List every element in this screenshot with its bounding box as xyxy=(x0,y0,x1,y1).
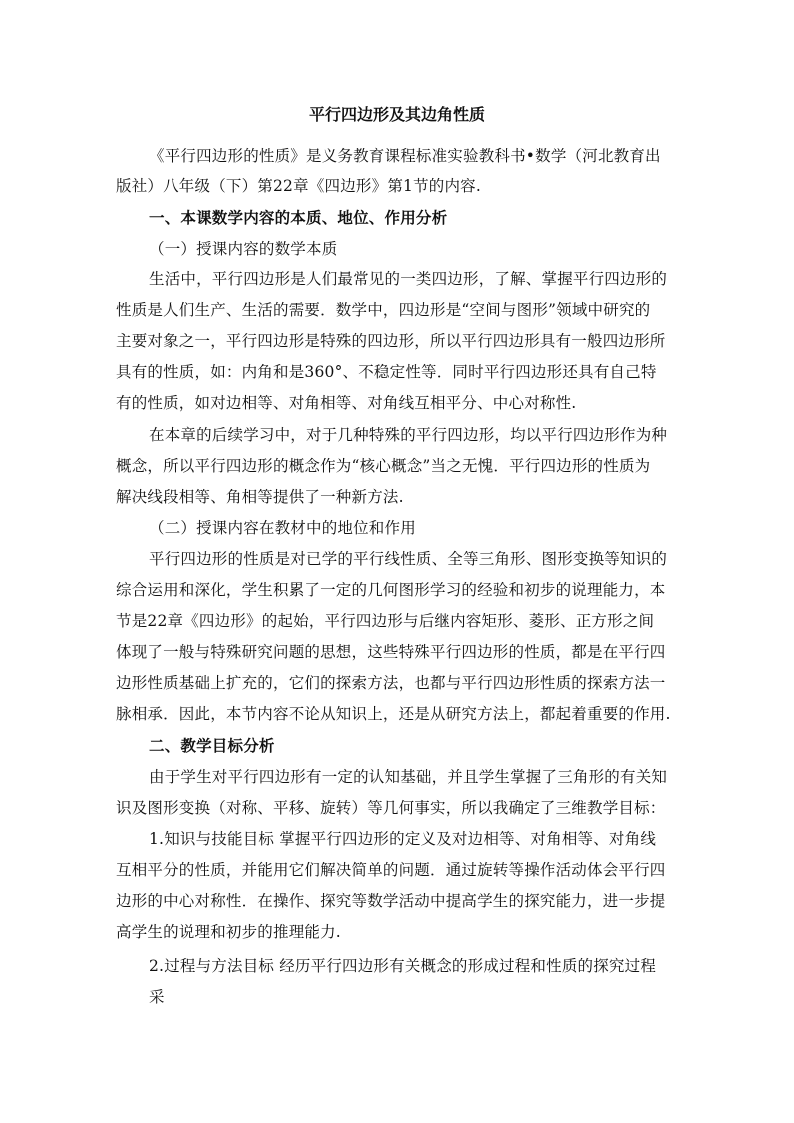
paragraph-line: 由于学生对平行四边形有一定的认知基础，并且学生掌握了三角形的有关知 xyxy=(149,768,668,786)
document-title: 平行四边形及其边角性质 xyxy=(308,105,485,124)
paragraph-line: 具有的性质，如：内角和是360°、不稳定性等．同时平行四边形还具有自己特 xyxy=(116,363,657,381)
section-heading: 二、教学目标分析 xyxy=(149,736,275,755)
paragraph-line: 1.知识与技能目标 掌握平行四边形的定义及对边相等、对角相等、对角线 xyxy=(149,830,657,848)
paragraph-line: 主要对象之一，平行四边形是特殊的四边形，所以平行四边形具有一般四边形所 xyxy=(116,332,666,350)
subsection-heading: （一）授课内容的数学本质 xyxy=(149,240,338,258)
paragraph-line: 边形性质基础上扩充的，它们的探索方法，也都与平行四边形性质的探索方法一 xyxy=(116,674,666,692)
paragraph-line: 解决线段相等、角相等提供了一种新方法. xyxy=(116,488,404,506)
paragraph-line: 在本章的后续学习中，对于几种特殊的平行四边形，均以平行四边形作为种 xyxy=(149,426,668,444)
paragraph-line: 2.过程与方法目标 经历平行四边形有关概念的形成过程和性质的探究过程 xyxy=(149,957,657,975)
paragraph-line: 边形的中心对称性．在操作、探究等数学活动中提高学生的探究能力，进一步提 xyxy=(116,892,666,910)
paragraph-line: 《平行四边形的性质》是义务教育课程标准实验教科书•数学（河北教育出 xyxy=(149,147,661,165)
paragraph-line: 采 xyxy=(149,988,165,1006)
paragraph-line: 互相平分的性质，并能用它们解决简单的问题．通过旋转等操作活动体会平行四 xyxy=(116,861,666,879)
paragraph-line: 节是22章《四边形》的起始，平行四边形与后继内容矩形、菱形、正方形之间 xyxy=(116,612,655,630)
paragraph-line: 高学生的说理和初步的推理能力. xyxy=(116,923,341,941)
paragraph-line: 脉相承．因此，本节内容不论从知识上，还是从研究方法上，都起着重要的作用. xyxy=(116,705,671,723)
paragraph-line: 性质是人们生产、生活的需要．数学中，四边形是“空间与图形”领域中研究的 xyxy=(116,301,651,319)
subsection-heading: （二）授课内容在教材中的地位和作用 xyxy=(149,519,416,537)
paragraph-line: 有的性质，如对边相等、对角相等、对角线互相平分、中心对称性. xyxy=(116,394,577,412)
paragraph-line: 体现了一般与特殊研究问题的思想，这些特殊平行四边形的性质，都是在平行四 xyxy=(116,643,666,661)
paragraph-line: 综合运用和深化，学生积累了一定的几何图形学习的经验和初步的说理能力，本 xyxy=(116,581,666,599)
paragraph-line: 概念，所以平行四边形的概念作为“核心概念”当之无愧．平行四边形的性质为 xyxy=(116,457,651,475)
section-heading: 一、本课数学内容的本质、地位、作用分析 xyxy=(149,208,448,227)
paragraph-line: 识及图形变换（对称、平移、旋转）等几何事实，所以我确定了三维教学目标： xyxy=(116,799,666,817)
paragraph-line: 生活中，平行四边形是人们最常见的一类四边形，了解、掌握平行四边形的 xyxy=(149,270,668,288)
paragraph-line: 版社）八年级（下）第22章《四边形》第1节的内容. xyxy=(116,177,482,195)
paragraph-line: 平行四边形的性质是对已学的平行线性质、全等三角形、图形变换等知识的 xyxy=(149,550,668,568)
